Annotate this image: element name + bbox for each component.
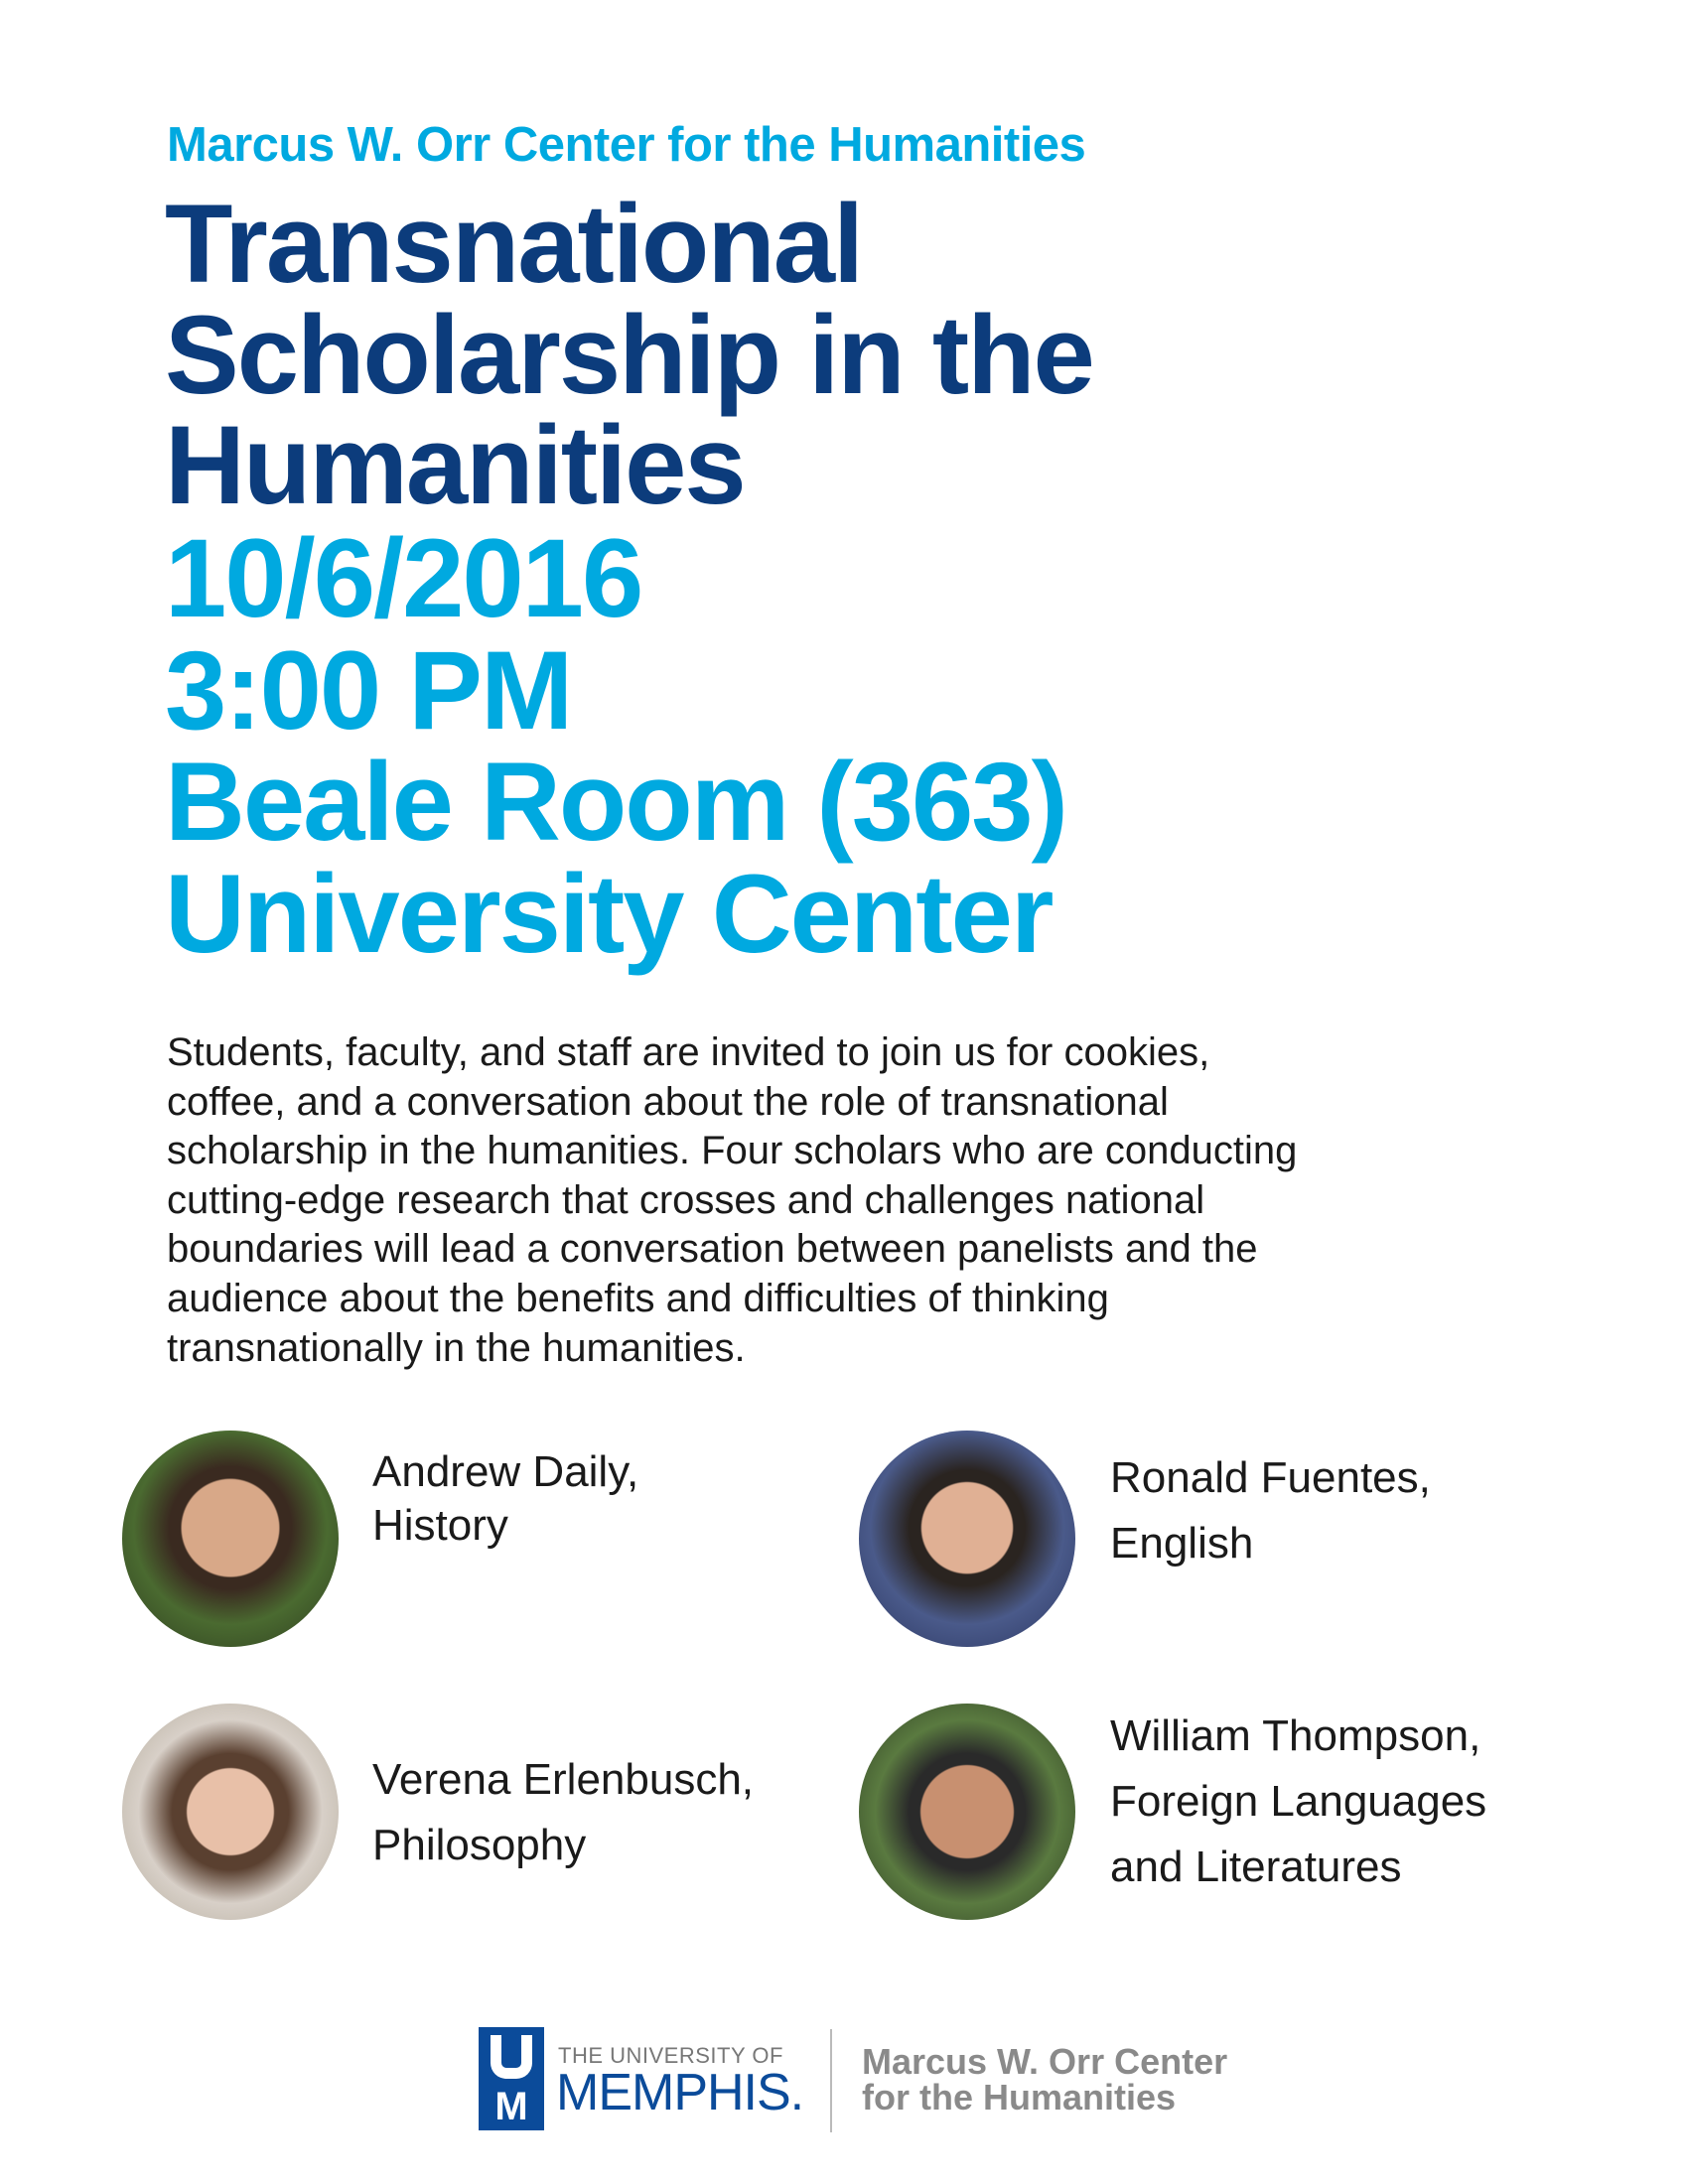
event-room: Beale Room (363) — [165, 740, 1066, 864]
description-line: cutting-edge research that crosses and challenges national — [167, 1178, 1205, 1222]
description-line: scholarship in the humanities. Four scholars who are conducting — [167, 1129, 1298, 1172]
orr-center-logo-line-2: for the Humanities — [862, 2077, 1177, 2117]
panelist-department: and Literatures — [1110, 1843, 1402, 1891]
panelist-name: Ronald Fuentes, — [1110, 1453, 1431, 1502]
panelist-andrew-daily — [372, 1445, 638, 1553]
panelist-photo-ronald-fuentes — [859, 1431, 1075, 1647]
panelist-department: Philosophy — [372, 1821, 587, 1869]
description-line: coffee, and a conversation about the role of transnational — [167, 1080, 1169, 1124]
panelist-ronald-fuentes — [1110, 1445, 1431, 1576]
description-line: boundaries will lead a conversation between panelists and the — [167, 1227, 1258, 1271]
university-of-memphis-logo-mark — [479, 2027, 544, 2130]
panelist-name: Andrew Daily, — [372, 1447, 639, 1496]
logo-university-of-text: THE UNIVERSITY OF — [558, 2043, 783, 2068]
panelist-department: Foreign Languages — [1110, 1777, 1487, 1826]
description-line: Students, faculty, and staff are invited to join us for cookies, — [167, 1030, 1210, 1074]
panelist-photo-william-thompson — [859, 1704, 1075, 1920]
panelist-verena-erlenbusch — [372, 1747, 754, 1878]
logo-u-shape — [491, 2035, 532, 2079]
logo-divider — [830, 2029, 832, 2132]
description-line: transnationally in the humanities. — [167, 1326, 746, 1370]
panelist-photo-verena-erlenbusch — [122, 1704, 339, 1920]
event-time: 3:00 PM — [165, 628, 572, 752]
event-building: University Center — [165, 852, 1053, 976]
center-name-heading: Marcus W. Orr Center for the Humanities — [167, 118, 1086, 172]
orr-center-logo-line-1: Marcus W. Orr Center — [862, 2041, 1228, 2082]
title-line-1: Transnational — [165, 182, 863, 306]
title-line-3: Humanities — [165, 403, 745, 527]
logo-m-shape: M — [494, 2085, 528, 2128]
title-line-2: Scholarship in the — [165, 293, 1093, 417]
panelist-department: History — [372, 1501, 508, 1550]
panelist-william-thompson — [1110, 1704, 1486, 1900]
description-line: audience about the benefits and difficulties of thinking — [167, 1277, 1109, 1320]
event-date: 10/6/2016 — [165, 516, 642, 640]
panelist-department: English — [1110, 1519, 1254, 1568]
logo-memphis-text: MEMPHIS. — [556, 2064, 804, 2121]
panelist-name: Verena Erlenbusch, — [372, 1755, 755, 1804]
panelist-photo-andrew-daily — [122, 1431, 339, 1647]
panelist-name: William Thompson, — [1110, 1711, 1481, 1760]
